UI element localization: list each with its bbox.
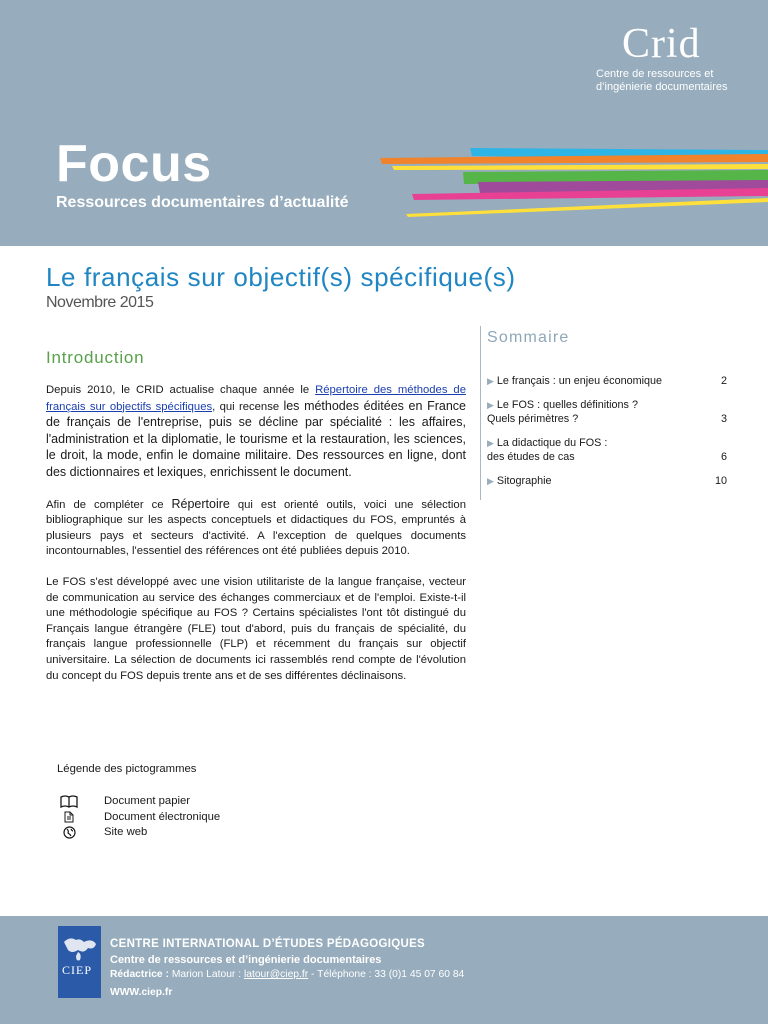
world-map-icon bbox=[58, 926, 101, 998]
repertoire-link[interactable]: Répertoire des méthodes de français sur objectifs spécifiques bbox=[46, 384, 466, 413]
intro-paragraph-2 bbox=[46, 497, 466, 560]
footer-dept-name: Centre de ressources et d’ingénierie documentaires bbox=[110, 954, 382, 966]
stripe-yellow-low bbox=[406, 198, 768, 217]
footer-editor-label: Rédactrice : bbox=[110, 969, 169, 980]
sommaire-item-page: 6 bbox=[720, 451, 727, 463]
intro-paragraph-3: Le FOS s'est développé avec une vision utilitariste de la langue française, vecteur de communication au service des échanges commerciaux et de l'emploi. Existe-t-il une méthodologie spécifique au FOS ? Certains spécialistes l'ont tôt distingué du Français langue étrangère (FLE) tout d'abord, puis du français de spécialité, du français langue professionnelle (FLP) et récemment du français sur objectif universitaire. La sélection de documents ici rassemblés rend compte de l'évolution du concept du FOS depuis trente ans et de ses différentes déclinaisons. bbox=[46, 575, 466, 682]
sommaire-heading: Sommaire bbox=[487, 329, 570, 346]
footer-phone: - Téléphone : 33 (0)1 45 07 60 84 bbox=[308, 969, 465, 980]
sommaire-list bbox=[487, 374, 729, 498]
focus-subtitle: Ressources documentaires d’actualité bbox=[56, 194, 349, 211]
book-icon bbox=[60, 794, 78, 808]
footer-website[interactable]: WWW.ciep.fr bbox=[110, 987, 173, 998]
header-banner bbox=[0, 0, 768, 246]
arrow-right-icon: ▶ bbox=[487, 400, 494, 410]
crid-subtitle-line1: Centre de ressources et bbox=[596, 68, 714, 80]
sommaire-item-label: Le FOS : quelles définitions ? bbox=[496, 399, 638, 411]
sommaire-item[interactable] bbox=[487, 436, 729, 464]
ciep-logo-text: CIEP bbox=[62, 963, 93, 977]
arrow-right-icon: ▶ bbox=[487, 476, 494, 486]
crid-logo: Crid bbox=[622, 21, 701, 67]
sommaire-item-label-line2: des études de cas bbox=[487, 451, 575, 463]
legend-label: Document électronique bbox=[104, 811, 221, 823]
legend-title: Légende des pictogrammes bbox=[57, 763, 197, 775]
footer-email-link[interactable]: latour@ciep.fr bbox=[243, 969, 309, 980]
sommaire-item[interactable] bbox=[487, 474, 729, 488]
focus-title: Focus bbox=[56, 135, 212, 193]
crid-subtitle-line2: d’ingénierie documentaires bbox=[596, 81, 728, 93]
document-date: Novembre 2015 bbox=[46, 294, 154, 311]
sommaire-item-label: La didactique du FOS : bbox=[496, 437, 608, 449]
intro-p2-text-c: qui est orienté outils, voici une sélection bibliographique sur les aspects conceptuels et didactiques du FOS, empruntés à plusieurs pays et secteurs d'activité. A l'exception de quelques documents incontournables, l'essentiel des références ont été publiées depuis 2010. bbox=[46, 498, 466, 558]
legend-item-paper bbox=[60, 794, 191, 808]
sommaire-item-page: 3 bbox=[720, 413, 727, 425]
intro-paragraph-1 bbox=[46, 383, 466, 482]
introduction-heading: Introduction bbox=[46, 348, 145, 367]
sommaire-item[interactable] bbox=[487, 374, 729, 388]
arrow-right-icon: ▶ bbox=[487, 438, 494, 448]
sommaire-item-label-line2: Quels périmètres ? bbox=[487, 413, 579, 425]
legend-label: Document papier bbox=[104, 795, 191, 807]
sommaire-item-page: 2 bbox=[720, 375, 727, 387]
legend-item-web bbox=[60, 825, 148, 839]
sommaire-item-page: 10 bbox=[714, 475, 727, 487]
intro-p2-text-a: Afin de compléter ce bbox=[46, 498, 172, 511]
stripe-yellow bbox=[392, 164, 768, 170]
legend-label: Site web bbox=[104, 826, 148, 838]
intro-p2-text-b: Répertoire bbox=[171, 496, 230, 511]
crid-logo-subtitle bbox=[596, 68, 727, 94]
introduction-body bbox=[46, 383, 466, 699]
intro-p1-text-c: les méthodes éditées en France de français de l'entreprise, puis se décline par spécialité : les affaires, l'administration et la diplomatie, le tourisme et la restauration, les sciences, le droit, la mode, enfin le domaine militaire. Des ressources en ligne, dont des dictionnaires et lexiques, enrichissent le document. bbox=[46, 398, 466, 479]
intro-p1-text-b: , qui recense bbox=[212, 400, 284, 413]
document-title: Le français sur objectif(s) spécifique(s) bbox=[46, 262, 516, 292]
sommaire-item-label: Le français : un enjeu économique bbox=[496, 375, 662, 387]
sommaire-divider bbox=[480, 326, 481, 500]
document-icon bbox=[60, 810, 78, 824]
arrow-right-icon: ▶ bbox=[487, 376, 494, 386]
intro-p1-text-a: Depuis 2010, le CRID actualise chaque année le bbox=[46, 384, 316, 396]
footer-contact bbox=[110, 969, 464, 980]
sommaire-item[interactable] bbox=[487, 398, 729, 426]
ciep-logo bbox=[58, 926, 101, 998]
legend-item-electronic bbox=[60, 810, 221, 824]
sommaire-item-label: Sitographie bbox=[496, 475, 552, 487]
globe-icon bbox=[60, 825, 78, 839]
footer-org-name: CENTRE INTERNATIONAL D’ÉTUDES PÉDAGOGIQUES bbox=[110, 938, 426, 950]
footer-editor-name: Marion Latour : bbox=[168, 969, 244, 980]
